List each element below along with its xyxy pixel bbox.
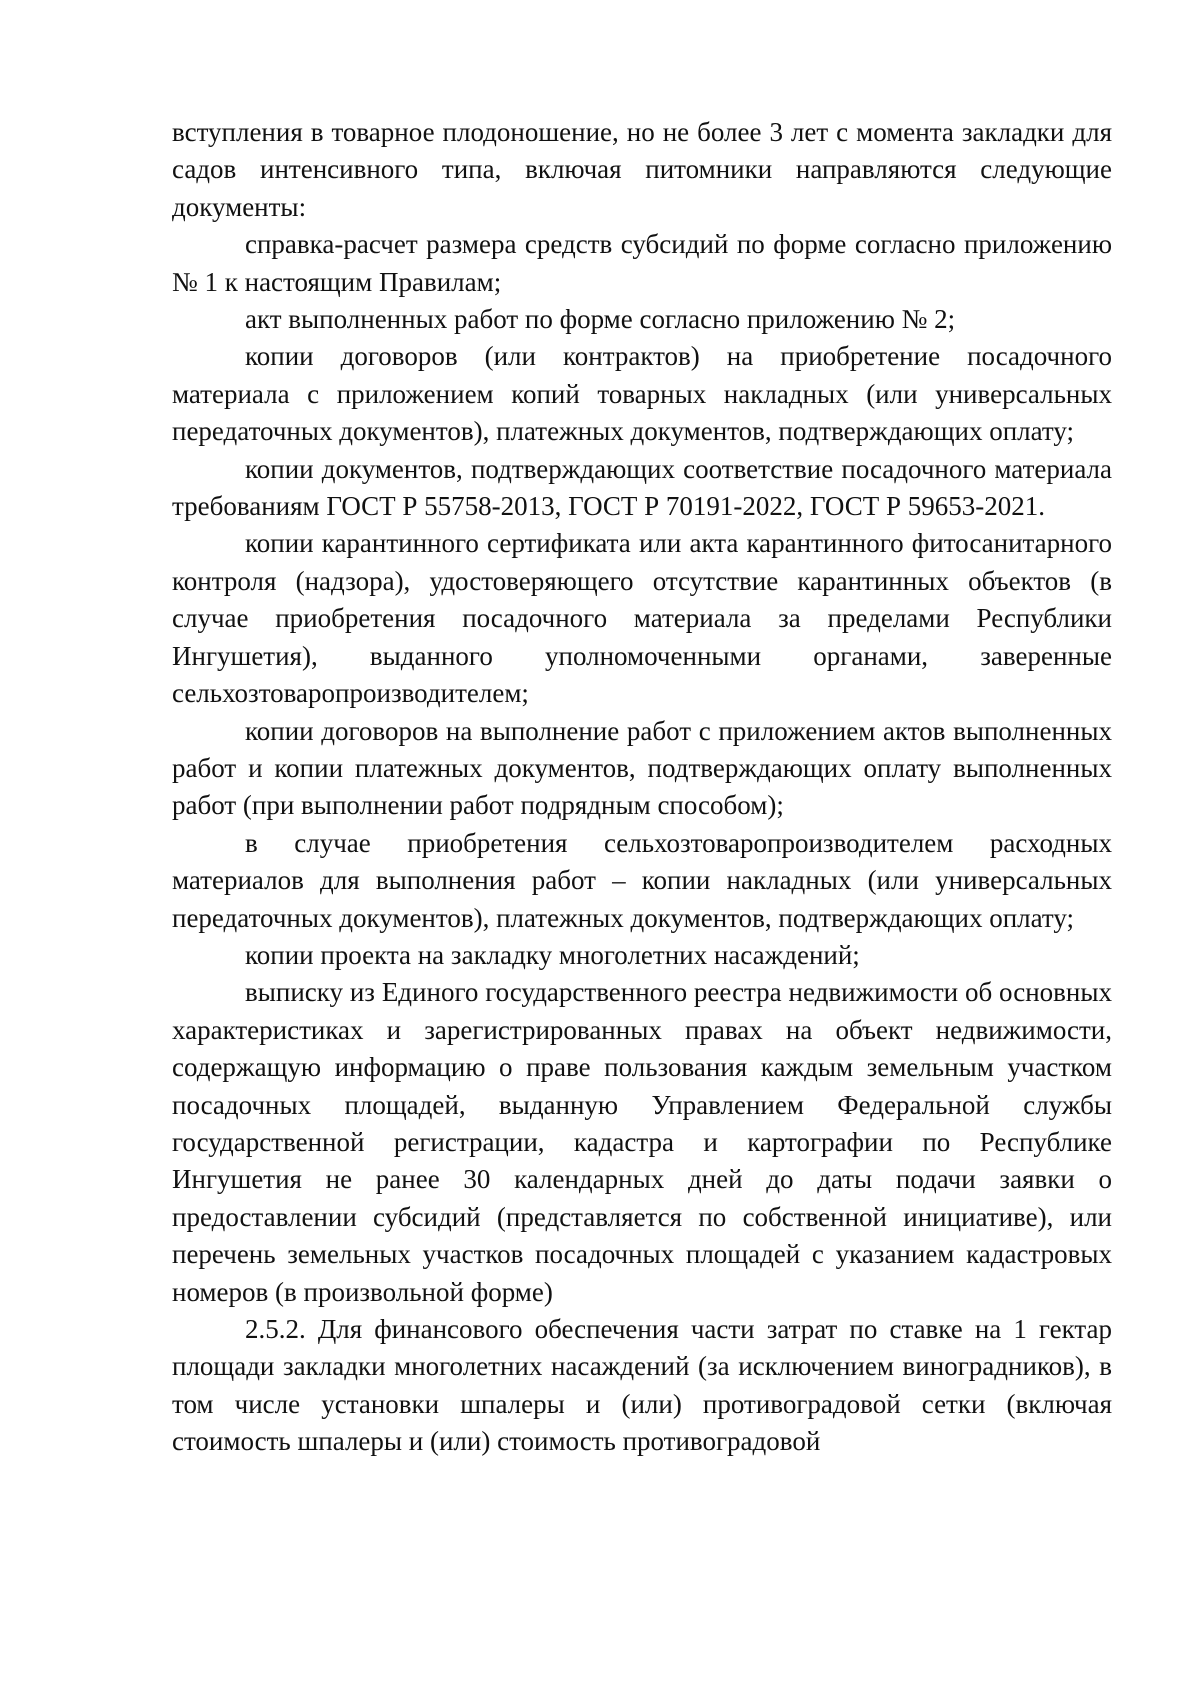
- document-body: [172, 114, 1112, 1461]
- paragraph-work-act: акт выполненных работ по форме согласно приложению № 2;: [245, 304, 956, 335]
- paragraph-quarantine-certificate: копии карантинного сертификата или акта карантинного фитосанитарного контроля (надзора), удостоверяющего отсутствие карантинных объектов (в случае приобретения посадочного материала за пределами Республики Ингушетия), выданного уполномоченными органами, заверенные сельхозтоваропроизводителем;: [172, 528, 1112, 709]
- paragraph-section-2-5-2: 2.5.2. Для финансового обеспечения части затрат по ставке на 1 гектар площади закладки многолетних насаждений (за исключением виноградников), в том числе установки шпалеры и (или) противоградовой сетки (включая стоимость шпалеры и (или) стоимость противоградовой: [172, 1314, 1112, 1457]
- paragraph-gost-compliance: копии документов, подтверждающих соответствие посадочного материала требованиям ГОСТ Р 55758-2013, ГОСТ Р 70191-2022, ГОСТ Р 59653-2021.: [172, 453, 1112, 522]
- paragraph-planting-contracts: копии договоров (или контрактов) на приобретение посадочного материала с приложением копий товарных накладных (или универсальных передаточных документов), платежных документов, подтверждающих оплату;: [172, 341, 1112, 447]
- paragraph-continuation: вступления в товарное плодоношение, но не более 3 лет с момента закладки для садов интенсивного типа, включая питомники направляются следующие документы:: [172, 117, 1112, 222]
- paragraph-consumables: в случае приобретения сельхозтоваропроизводителем расходных материалов для выполнения работ – копии накладных (или универсальных передаточных документов), платежных документов, подтверждающих оплату;: [172, 827, 1112, 933]
- paragraph-planting-project: копии проекта на закладку многолетних насаждений;: [245, 939, 860, 970]
- paragraph-work-contracts: копии договоров на выполнение работ с приложением актов выполненных работ и копии платежных документов, подтверждающих оплату выполненных работ (при выполнении работ подрядным способом);: [172, 715, 1112, 821]
- paragraph-calculation-certificate: справка-расчет размера средств субсидий по форме согласно приложению № 1 к настоящим Правилам;: [172, 229, 1112, 297]
- paragraph-registry-extract: выписку из Единого государственного реестра недвижимости об основных характеристиках и зарегистрированных правах на объект недвижимости, содержащую информацию о праве пользования каждым земельным участком посадочных площадей, выданную Управлением Федеральной службы государственной регистрации, кадастра и картографии по Республике Ингушетия не ранее 30 календарных дней до даты подачи заявки о предоставлении субсидий (представляется по собственной инициативе), или перечень земельных участков посадочных площадей с указанием кадастровых номеров (в произвольной форме): [172, 977, 1112, 1307]
